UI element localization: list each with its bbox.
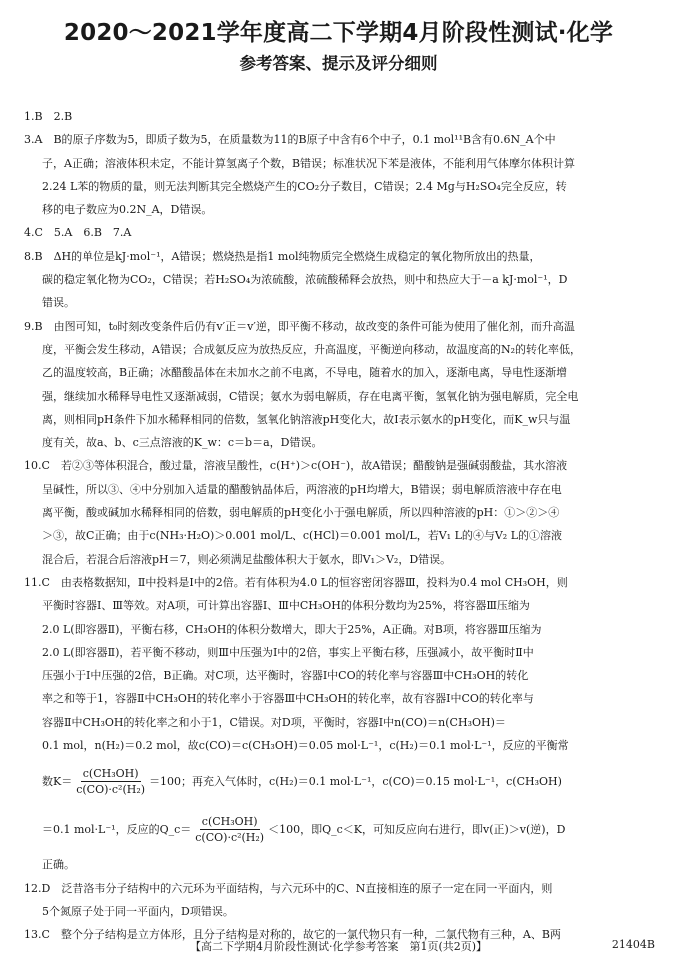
page-footer	[0, 938, 677, 956]
answer-line: 12.D 泛昔洛韦分子结构中的六元环为平面结构，与六元环中的C、N直接相连的原子一定在同一平面内，则	[24, 881, 553, 895]
answer-line: 2.0 L(即容器Ⅱ)，若平衡不移动，则Ⅲ中压强为Ⅰ中的2倍，事实上平衡右移，压强减小，故平衡时Ⅱ中	[42, 645, 534, 659]
answer-line: 移的电子数应为0.2N_A，D错误。	[42, 203, 213, 217]
page-subtitle: 参考答案、提示及评分细则	[239, 54, 438, 73]
answer-line: 9.B 由图可知，t₀时刻改变条件后仍有v′正＝v′逆，即平衡不移动，故改变的条件可能为使用了催化剂，而升高温	[24, 319, 575, 333]
answer-line: 碳的稳定氧化物为CO₂，C错误；若H₂SO₄为浓硫酸，浓硫酸稀释会放热，则中和热应大于－a kJ·mol⁻¹，D	[42, 273, 568, 287]
answer-line: 压强小于Ⅰ中压强的2倍，B正确。对C项，达平衡时，容器Ⅰ中CO的转化率与容器Ⅲ中CH₃OH的转化	[42, 669, 529, 683]
answer-line: 离平衡，酸或碱加水稀释相同的倍数，弱电解质的pH变化小于强电解质，所以四种溶液的pH：①＞②＞④	[42, 506, 560, 520]
answer-line: 子，A正确；溶液体积未定，不能计算氢离子个数，B错误；标准状况下苯是液体，不能利用气体摩尔体积计算	[42, 156, 576, 170]
answer-body	[24, 105, 656, 947]
answer-line: 正确。	[42, 858, 75, 872]
answer-line: 强，继续加水稀释导电性又逐渐减弱，C错误；氨水为弱电解质，存在电离平衡，氢氧化钠为强电解质，完全电	[42, 389, 579, 403]
reaction-quotient-equation	[24, 805, 656, 853]
answer-line: 度，平衡会发生移动，A错误；合成氨反应为放热反应，升高温度，平衡逆向移动，故温度高的N₂的转化率低，	[42, 342, 581, 356]
equation-suffix: ＜100，即Q_c＜K，可知反应向右进行，即v(正)＞v(逆)，D	[268, 822, 566, 836]
fraction-denominator: c(CO)·c²(H₂)	[195, 830, 265, 844]
answer-line: 混合后，若混合后溶液pH＝7，则必须满足盐酸体积大于氨水，即V₁＞V₂，D错误。	[42, 552, 452, 566]
answer-line: 10.C 若②③等体积混合，酸过量，溶液呈酸性，c(H⁺)＞c(OH⁻)，故A错误；醋酸钠是强碱弱酸盐，其水溶液	[24, 459, 568, 473]
answer-line: 乙的温度较高，B正确；冰醋酸晶体在未加水之前不电离，不导电，随着水的加入，逐渐电离，导电性逐渐增	[42, 366, 568, 380]
answer-line: 0.1 mol，n(H₂)＝0.2 mol，故c(CO)＝c(CH₃OH)＝0.05 mol·L⁻¹，c(H₂)＝0.1 mol·L⁻¹，反应的平衡常	[42, 739, 569, 753]
footer-page-info: 【高二下学期4月阶段性测试·化学参考答案 第1页(共2页)】	[189, 940, 488, 953]
equation-prefix: ＝0.1 mol·L⁻¹，反应的Q_c＝	[42, 822, 192, 836]
answer-line: 5个氮原子处于同一平面内，D项错误。	[42, 904, 234, 918]
answer-line: 容器Ⅱ中CH₃OH的转化率之和小于1，C错误。对D项，平衡时，容器Ⅰ中n(CO)＝n(CH₃OH)＝	[42, 715, 506, 729]
fraction-numerator: c(CH₃OH)	[201, 814, 258, 828]
fraction-numerator: c(CH₃OH)	[82, 766, 139, 780]
answer-line: 错误。	[42, 296, 75, 310]
page-title: 2020～2021学年度高二下学期4月阶段性测试·化学	[63, 20, 614, 46]
answer-line: 3.A B的原子序数为5，即质子数为5，在质量数为11的B原子中含有6个中子，0.1 mol¹¹B含有0.6N_A个中	[24, 133, 556, 147]
equation-prefix: 数K＝	[42, 774, 73, 788]
answer-line: 离，则相同pH条件下加水稀释相同的倍数，氢氧化钠溶液pH变化大，故Ⅰ表示氨水的pH变化，而K_w只与温	[42, 412, 571, 426]
answer-line: 11.C 由表格数据知，Ⅱ中投料是Ⅰ中的2倍。若有体积为4.0 L的恒容密闭容器Ⅲ，投料为0.4 mol CH₃OH，则	[24, 575, 568, 589]
answer-line: 度有关，故a、b、c三点溶液的K_w：c＝b＝a，D错误。	[42, 436, 323, 450]
footer-code: 21404B	[611, 938, 655, 951]
answer-line: 8.B ΔH的单位是kJ·mol⁻¹，A错误；燃烧热是指1 mol纯物质完全燃烧生成稳定的氧化物所放出的热量，	[24, 249, 541, 263]
answer-line: 呈碱性，所以③、④中分别加入适量的醋酸钠晶体后，两溶液的pH均增大，B错误；弱电解质溶液中存在电	[42, 482, 562, 496]
fraction	[74, 766, 147, 797]
answer-line: 率之和等于1，容器Ⅱ中CH₃OH的转化率小于容器Ⅲ中CH₃OH的转化率，故有容器Ⅰ中CO的转化率与	[42, 692, 534, 706]
answer-line: ＞③，故C正确；由于c(NH₃·H₂O)＞0.001 mol/L、c(HCl)＝0.001 mol/L，若V₁ L的④与V₂ L的①溶液	[42, 529, 563, 543]
answer-line: 13.C 整个分子结构是立方体形，且分子结构是对称的，故它的一氯代物只有一种，二氯代物有三种，A、B两	[24, 928, 561, 942]
equation-suffix: ＝100；再充入气体时，c(H₂)＝0.1 mol·L⁻¹，c(CO)＝0.15 mol·L⁻¹，c(CH₃OH)	[149, 774, 562, 788]
answer-line: 4.C 5.A 6.B 7.A	[24, 226, 132, 240]
fraction	[193, 814, 266, 845]
equilibrium-constant-equation	[24, 757, 656, 805]
answer-line: 平衡时容器Ⅰ、Ⅲ等效。对A项，可计算出容器Ⅰ、Ⅲ中CH₃OH的体积分数均为25%，将容器Ⅲ压缩为	[42, 599, 530, 613]
answer-line: 2.24 L苯的物质的量，则无法判断其完全燃烧产生的CO₂分子数目，C错误；2.4 Mg与H₂SO₄完全反应，转	[42, 179, 567, 193]
answer-line: 2.0 L(即容器Ⅱ)，平衡右移，CH₃OH的体积分数增大，即大于25%，A正确。对B项，将容器Ⅲ压缩为	[42, 622, 542, 636]
fraction-denominator: c(CO)·c²(H₂)	[76, 782, 146, 796]
answer-line: 1.B 2.B	[24, 110, 73, 123]
